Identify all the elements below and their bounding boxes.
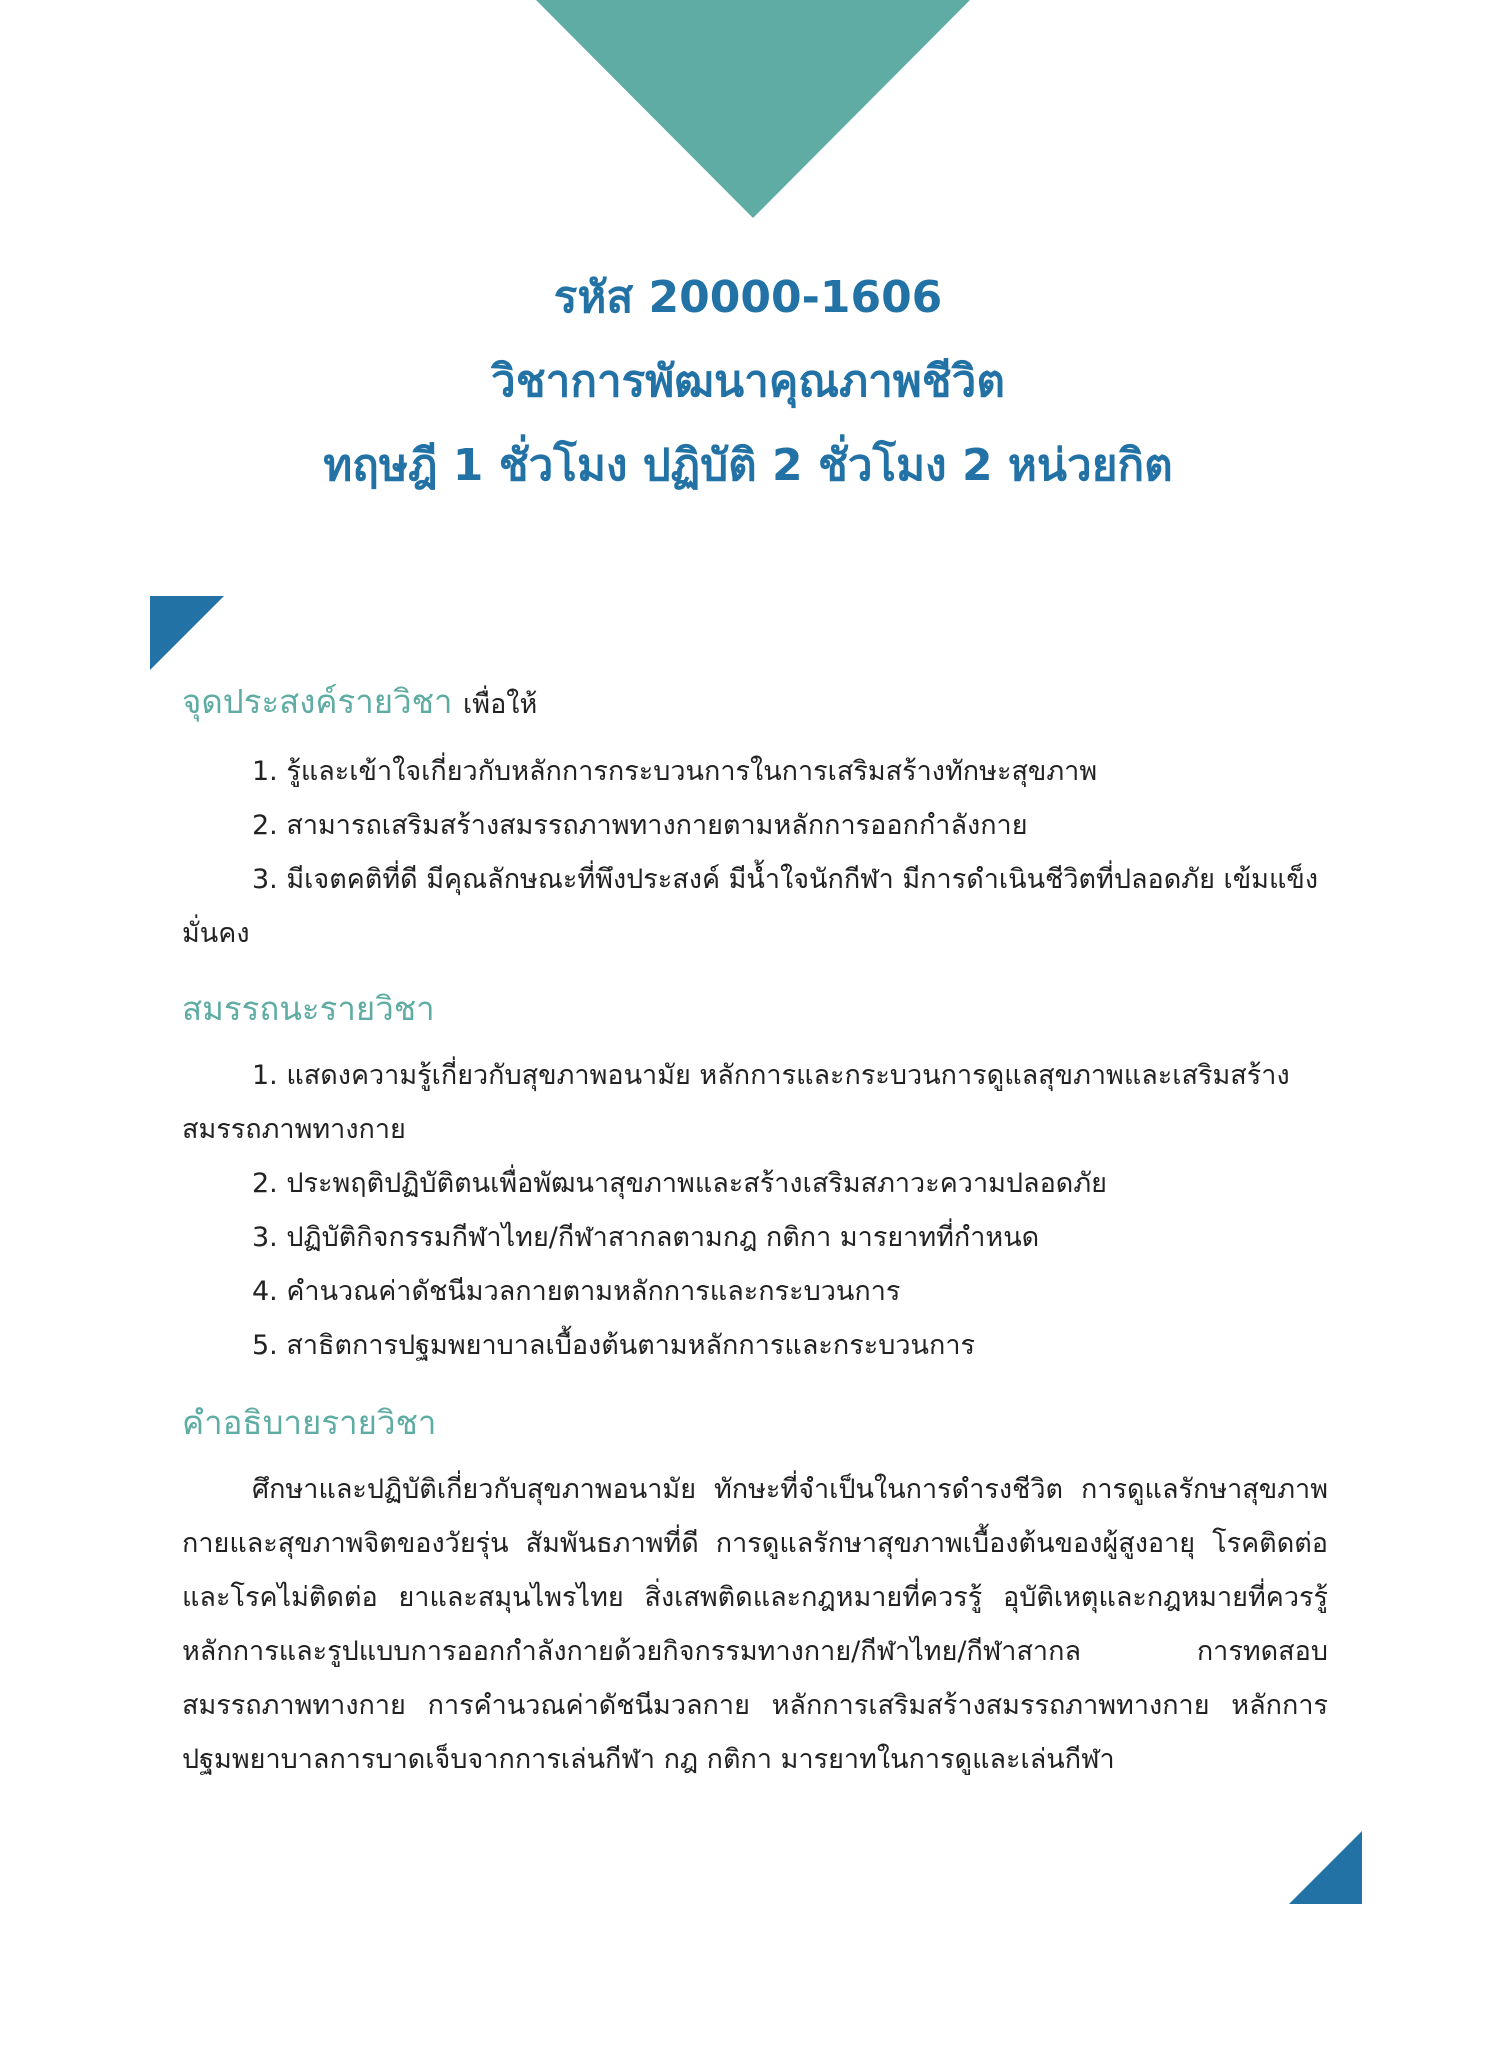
objectives-heading-suffix: เพื่อให้ (463, 689, 538, 720)
top-triangle-decoration (536, 0, 970, 218)
list-item: 5. สาธิตการปฐมพยาบาลเบื้องต้นตามหลักการและกระบวนการ (252, 1330, 975, 1361)
title-block (0, 256, 1496, 508)
competencies-heading: สมรรถนะรายวิชา (182, 989, 435, 1028)
objectives-heading (182, 672, 1328, 735)
list-item: 2. ประพฤติปฏิบัติตนเพื่อพัฒนาสุขภาพและสร้างเสริมสภาวะความปลอดภัย (252, 1168, 1107, 1199)
description-heading: คำอธิบายรายวิชา (182, 1403, 437, 1442)
course-hours: ทฤษฎี 1 ชั่วโมง ปฏิบัติ 2 ชั่วโมง 2 หน่วยกิต (323, 440, 1173, 491)
corner-decoration-bottom-right (1289, 1831, 1362, 1904)
objectives-list (182, 745, 1328, 961)
objectives-heading-label: จุดประสงค์รายวิชา (182, 682, 453, 721)
list-item: 2. สามารถเสริมสร้างสมรรถภาพทางกายตามหลักการออกกำลังกาย (252, 810, 1028, 841)
objectives-section (182, 672, 1328, 961)
course-code: รหัส 20000-1606 (553, 272, 943, 323)
list-item: 1. รู้และเข้าใจเกี่ยวกับหลักการกระบวนการในการเสริมสร้างทักษะสุขภาพ (252, 756, 1098, 787)
corner-decoration-top-left (150, 596, 224, 670)
list-item: 3. มีเจตคติที่ดี มีคุณลักษณะที่พึงประสงค์ มีน้ำใจนักกีฬา มีการดำเนินชีวิตที่ปลอดภัย เข้มแข็งมั่นคง (182, 864, 1319, 949)
description-body (182, 1463, 1328, 1787)
description-paragraph: ศึกษาและปฏิบัติเกี่ยวกับสุขภาพอนามัย ทักษะที่จำเป็นในการดำรงชีวิต การดูแลรักษาสุขภาพกายและสุขภาพจิตของวัยรุ่น สัมพันธภาพที่ดี การดูแลรักษาสุขภาพเบื้องต้นของผู้สูงอายุ โรคติดต่อและโรคไม่ติดต่อ ยาและสมุนไพรไทย สิ่งเสพติดและกฎหมายที่ควรรู้ อุบัติเหตุและกฎหมายที่ควรรู้ หลักการและรูปแบบการออกกำลังกายด้วยกิจกรรมทางกาย/กีฬาไทย/กีฬาสากล การทดสอบสมรรถภาพทางกาย การคำนวณค่าดัชนีมวลกาย หลักการเสริมสร้างสมรรถภาพทางกาย หลักการปฐมพยาบาลการบาดเจ็บจากการเล่นกีฬา กฎ กติกา มารยาทในการดูและเล่นกีฬา (182, 1474, 1328, 1775)
list-item: 1. แสดงความรู้เกี่ยวกับสุขภาพอนามัย หลักการและกระบวนการดูแลสุขภาพและเสริมสร้างสมรรถภาพทางกาย (182, 1060, 1290, 1145)
document-body (182, 666, 1328, 1787)
course-name: วิชาการพัฒนาคุณภาพชีวิต (491, 356, 1005, 407)
list-item: 3. ปฏิบัติกิจกรรมกีฬาไทย/กีฬาสากลตามกฎ กติกา มารยาทที่กำหนด (252, 1222, 1040, 1253)
description-section (182, 1393, 1328, 1787)
list-item: 4. คำนวณค่าดัชนีมวลกายตามหลักการและกระบวนการ (252, 1276, 901, 1307)
competencies-section (182, 979, 1328, 1373)
competencies-list (182, 1049, 1328, 1373)
